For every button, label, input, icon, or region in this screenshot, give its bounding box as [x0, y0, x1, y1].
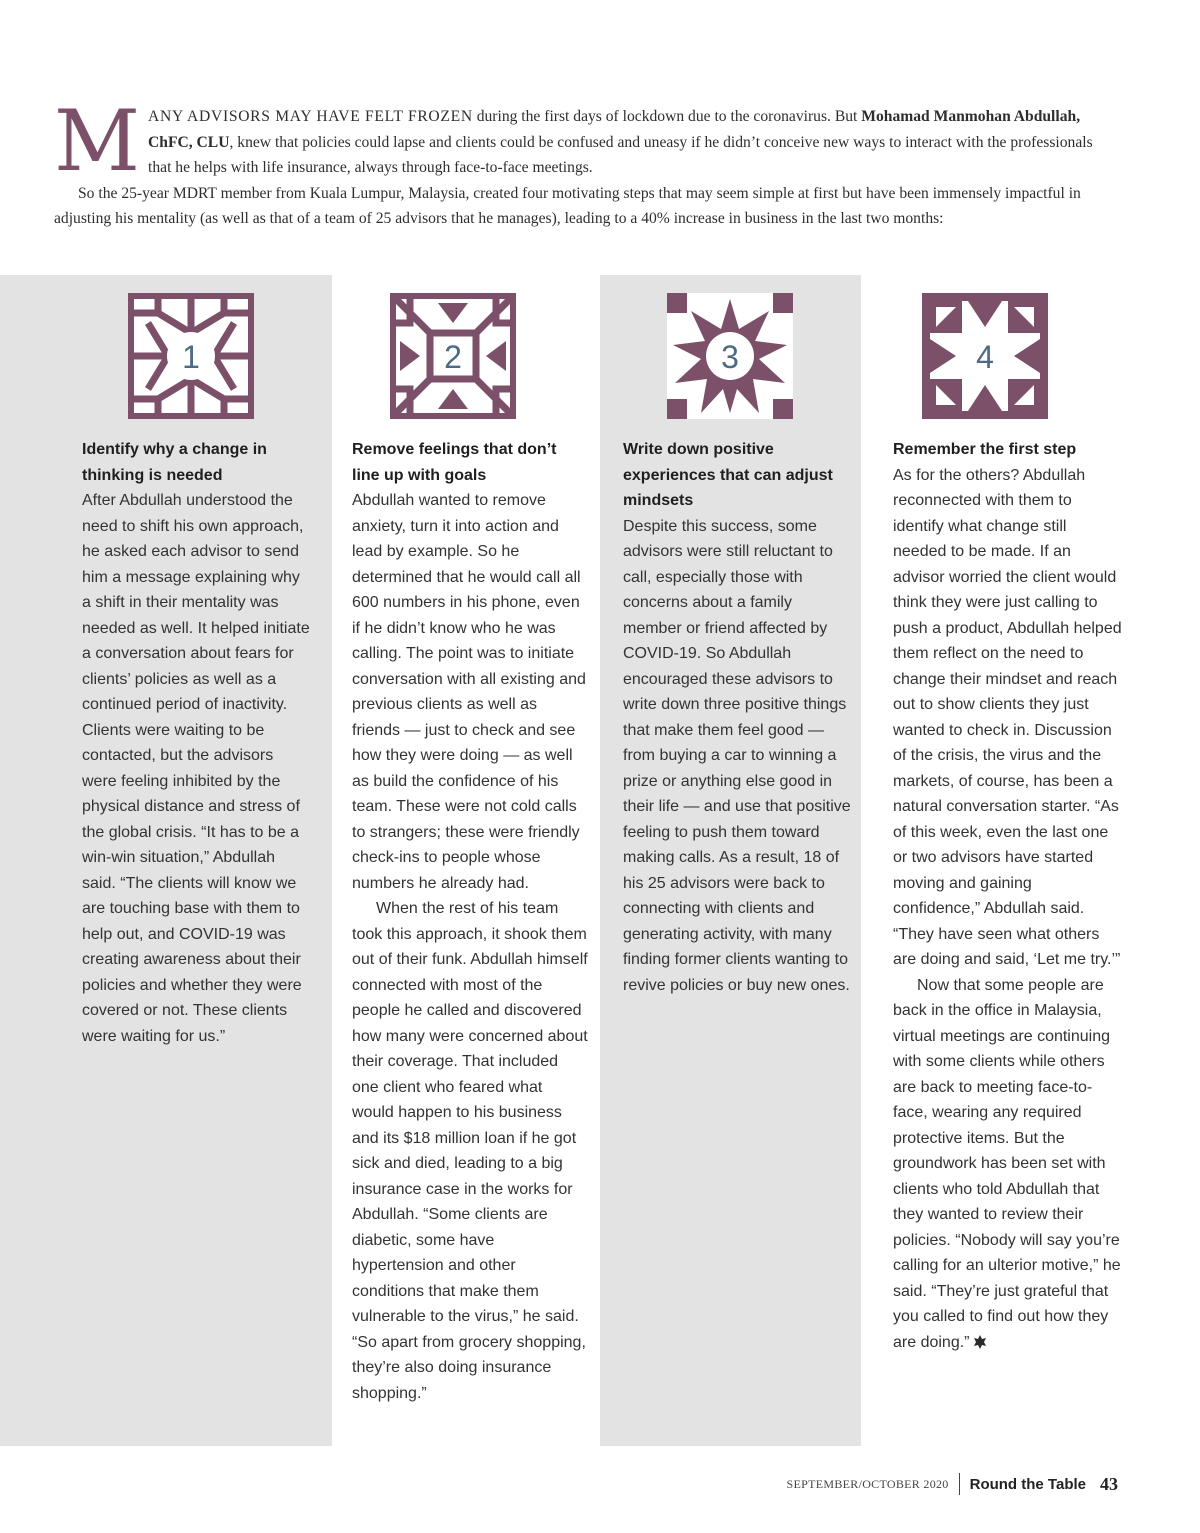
step-body-text: Now that some people are back in the office in Malaysia, virtual meetings are continuing with some clients while others are back to meeting face-to-face, wearing any required protective items. But the groundwork has been set with clients who told Abdullah that they wanted to review their policies. “Nobody will say you’re calling for an ulterior motive,” he said. “They’re just grateful that you called to find out how they are doing.”	[893, 976, 1121, 1351]
step-2-column	[352, 293, 588, 1406]
step-number: 4	[976, 339, 994, 375]
step-body: When the rest of his team took this approach, it shook them out of their funk. Abdullah himself connected with most of the people he called and discovered how many were concerned about their coverage. That included one client who feared what would happen to his business and its $18 million loan if he got sick and died, leading to a big insurance case in the works for Abdullah. “Some clients are diabetic, some have hypertension and other conditions that make them vulnerable to the virus,” he said. “So apart from grocery shopping, they’re also doing insurance shopping.”	[352, 900, 588, 1402]
step-1-column	[82, 293, 312, 1049]
step-body: After Abdullah understood the need to shift his own approach, he asked each advisor to send him a message explaining why a shift in their mentality was needed as well. It helped initiate a conversation about fears for clients’ policies as well as a continued period of inactivity. Clients were waiting to be contacted, but the advisors were feeling inhibited by the physical distance and stress of the global crisis. “It has to be a win-win situation,” Abdullah said. “The clients will know we are touching base with them to help out, and COVID-19 was creating awareness about their policies and whether they were covered or not. These clients were waiting for us.”	[82, 492, 310, 1045]
step-heading: Write down positive experiences that can adjust mindsets	[623, 441, 833, 509]
step-number: 1	[182, 339, 200, 375]
step-number: 3	[721, 339, 739, 375]
step-heading: Remove feelings that don’t line up with goals	[352, 441, 557, 484]
step-heading: Remember the first step	[893, 441, 1077, 458]
page-footer	[787, 1472, 1118, 1496]
advisor-name: Mohamad Manmohan Abdullah, ChFC, CLU	[148, 108, 1081, 151]
intro	[54, 92, 1094, 232]
footer-divider	[959, 1473, 960, 1495]
triangle-pattern-icon	[922, 293, 1048, 419]
magazine-title: Round the Table	[969, 1475, 1086, 1493]
lead-text: during the first days of lockdown due to the coronavirus. But	[472, 108, 862, 125]
drop-cap: M	[54, 92, 141, 190]
issue-date: SEPTEMBER/OCTOBER 2020	[786, 1476, 949, 1491]
lead-rest: , knew that policies could lapse and clients could be confused and uneasy if he didn’t conceive new ways to interact with the professionals that he helps with life insurance, always through face-to-face meetings.	[148, 133, 1093, 176]
star-pattern-icon	[667, 293, 793, 419]
step-3-column	[623, 293, 851, 998]
step-number: 2	[444, 339, 462, 375]
lattice-pattern-icon	[128, 293, 254, 419]
step-body: As for the others? Abdullah reconnected with them to identify what change still needed to be made. If an advisor worried the client would think they were just calling to push a product, Abdullah helped them reflect on the need to change their mindset and reach out to show clients they just wanted to check in. Discussion of the crisis, the virus and the markets, of course, has been a natural conversation starter. “As of this week, even the last one or two advisors have started moving and gaining confidence,” Abdullah said. “They have seen what others are doing and said, ‘Let me try.’”	[893, 466, 1122, 968]
intro-second-paragraph: So the 25-year MDRT member from Kuala Lumpur, Malaysia, created four motivating steps that may seem simple at first but have been immensely impactful in adjusting his mentality (as well as that of a team of 25 advisors that he manages), leading to a 40% increase in business in the last two months:	[54, 184, 1081, 227]
page-number: 43	[1100, 1473, 1118, 1494]
lattice-pattern-icon	[390, 293, 516, 419]
step-body: Abdullah wanted to remove anxiety, turn it into action and lead by example. So he determined that he would call all 600 numbers in his phone, even if he didn’t know who he was calling. The point was to initiate conversation with all existing and previous clients as well as friends — just to check and see how they were doing — as well as build the confidence of his team. These were not cold calls to strangers; these were friendly check-ins to people whose numbers he already had.	[352, 492, 586, 892]
lead-caps: ANY ADVISORS MAY HAVE FELT FROZEN	[148, 108, 473, 125]
intro-lead-paragraph	[54, 92, 1094, 190]
end-mark-icon	[973, 1335, 987, 1349]
step-body: Despite this success, some advisors were still reluctant to call, especially those with concerns about a family member or friend affected by COVID-19. So Abdullah encouraged these advisors to write down three positive things that make them feel good — from buying a car to winning a prize or anything else good in their life — and use that positive feeling to push them toward making calls. As a result, 18 of his 25 advisors were back to connecting with clients and generating activity, with many finding former clients wanting to revive policies or buy new ones.	[623, 517, 851, 994]
step-body-last	[893, 973, 1123, 1356]
step-4-column	[893, 293, 1123, 1355]
step-heading: Identify why a change in thinking is needed	[82, 441, 267, 484]
